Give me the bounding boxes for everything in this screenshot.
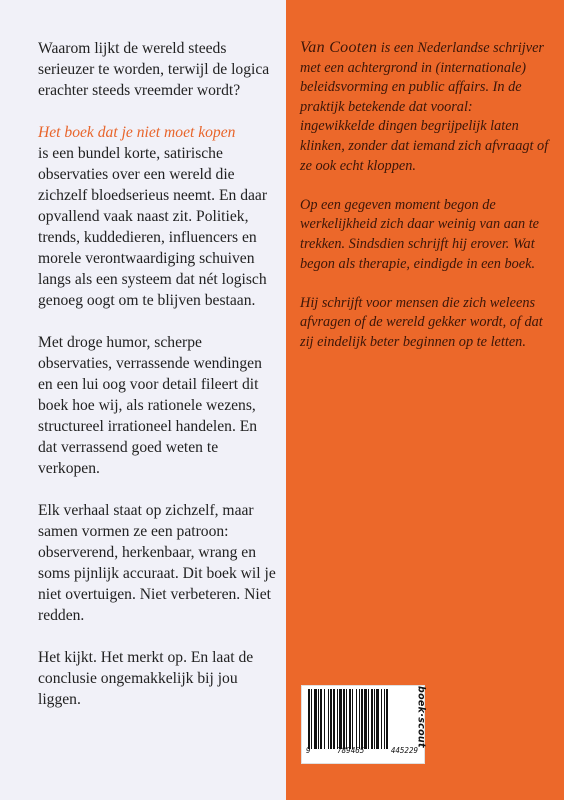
barcode-label [301,685,425,764]
author-bio-2: Op een gegeven moment begon de werkelijkheid zich daar weinig van aan te trekken. Sindsdien schrijft hij erover. Wat begon als therapie, eindigde in een boek. [300,196,540,272]
blurb-style: Met droge humor, scherpe observaties, verrassende wendingen en een lui oog voor detail fileert dit boek hoe wij, als rationele wezens, structureel irrationeel handelen. En dat verrassend goed weten te verkopen. [38,334,262,477]
author-bio-1-text: is een Nederlandse schrijver met een achtergrond in (internationale) beleidsvorming en public affairs. In de praktijk betekende dat vooral: ingewikkelde dingen begrijpelijk laten klinken, zonder dat iemand zich afvraagt of ze ook echt kloppen. [300,40,549,174]
isbn-first-digit: 9 [306,746,311,756]
blurb-pattern: Elk verhaal staat op zichzelf, maar samen vormen ze een patroon: observerend, herkenbaar, wrang en soms pijnlijk accuraat. Dit boek wil je niet overtuigen. Niet verbeteren. Niet redden. [38,502,276,624]
publisher-logo: boek·scout [415,686,427,748]
author-name: Van Cooten [300,39,378,56]
book-title-highlight: Het boek dat je niet moet kopen [38,124,236,141]
blurb-summary [38,122,276,311]
author-bio-1 [300,38,550,176]
isbn-right-group: 445229 [390,746,418,756]
isbn-number [302,741,424,761]
blurb-closing: Het kijkt. Het merkt op. En laat de conclusie ongemakkelijk bij jou liggen. [38,649,254,708]
author-column [286,0,564,800]
blurb-intro: Waarom lijkt de wereld steeds serieuzer te worden, terwijl de logica erachter steeds vreemder wordt? [38,40,270,99]
isbn-left-group: 789465 [337,746,365,756]
author-bio-3: Hij schrijft voor mensen die zich weleens afvragen of de wereld gekker wordt, of dat zij eindelijk beter beginnen op te letten. [300,294,543,350]
blurb-summary-text: is een bundel korte, satirische observaties over een wereld die zichzelf bloedserieus neemt. En daar opvallend vaak naast zit. Politiek, trends, kuddedieren, influencers en morele verontwaardiging schuiven langs als een systeem dat nét logisch genoeg oogt om te blijven bestaan. [38,145,268,309]
